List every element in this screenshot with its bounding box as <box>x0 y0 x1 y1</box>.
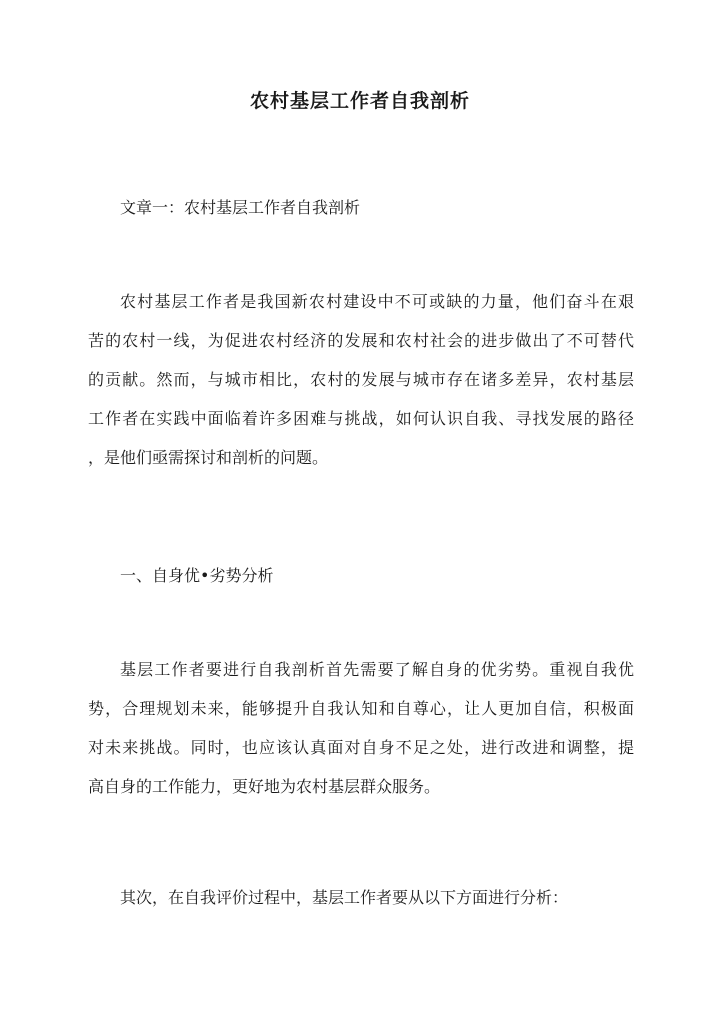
intro-line-4: 工作者在实践中面临着许多困难与挑战，如何认识自我、寻找发展的路径 <box>88 409 634 428</box>
section-one-paragraph <box>88 650 634 806</box>
section-one-line-4: 高自身的工作能力，更好地为农村基层群众服务。 <box>88 777 441 796</box>
intro-paragraph <box>88 282 634 477</box>
next-paragraph-line: 其次，在自我评价过程中，基层工作者要从以下方面进行分析： <box>120 888 569 907</box>
document-title: 农村基层工作者自我剖析 <box>249 90 470 112</box>
section-one-line-3: 对未来挑战。同时，也应该认真面对自身不足之处，进行改进和调整，提 <box>88 738 634 757</box>
section-one-line-2: 势，合理规划未来，能够提升自我认知和自尊心，让人更加自信，积极面 <box>88 699 634 718</box>
intro-line-1: 农村基层工作者是我国新农村建设中不可或缺的力量，他们奋斗在艰 <box>120 292 634 311</box>
article-heading: 文章一：农村基层工作者自我剖析 <box>120 198 361 217</box>
section-one-heading: 一、自身优•劣势分析 <box>120 566 274 585</box>
intro-line-5: ，是他们亟需探讨和剖析的问题。 <box>88 448 329 467</box>
intro-line-3: 的贡献。然而，与城市相比，农村的发展与城市存在诸多差异，农村基层 <box>88 370 634 389</box>
intro-line-2: 苦的农村一线，为促进农村经济的发展和农村社会的进步做出了不可替代 <box>88 331 634 350</box>
section-one-line-1: 基层工作者要进行自我剖析首先需要了解自身的优劣势。重视自我优 <box>120 660 634 679</box>
